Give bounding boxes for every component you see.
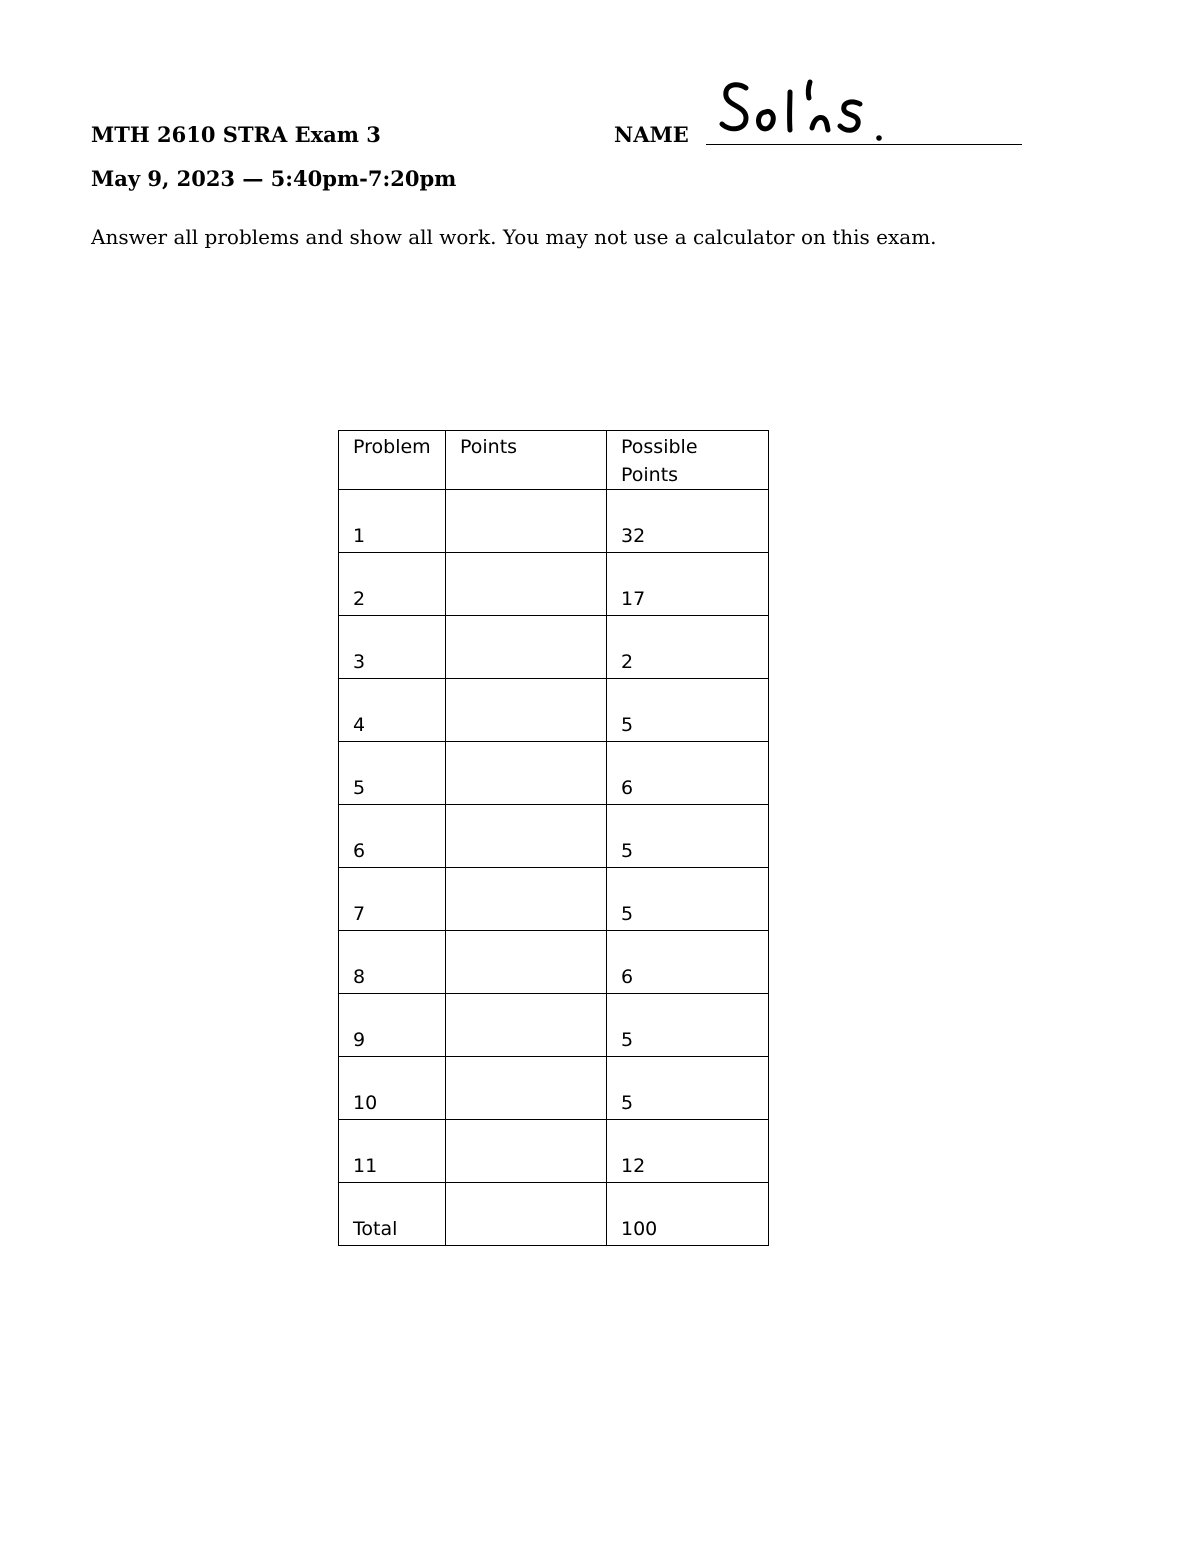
possible-points-cell: 6 (607, 931, 769, 994)
points-cell (446, 805, 607, 868)
possible-points-cell: 12 (607, 1120, 769, 1183)
possible-points-cell: 6 (607, 742, 769, 805)
problem-column-header: Problem (339, 431, 446, 490)
problem-number-cell: 3 (339, 616, 446, 679)
problem-number-cell: 5 (339, 742, 446, 805)
problem-number-cell: 9 (339, 994, 446, 1057)
exam-instructions: Answer all problems and show all work. You may not use a calculator on this exam. (91, 225, 937, 249)
points-cell (446, 742, 607, 805)
points-cell (446, 994, 607, 1057)
possible-points-cell: 17 (607, 553, 769, 616)
possible-points-cell: 5 (607, 679, 769, 742)
possible-points-column-header: Possible Points (607, 431, 769, 490)
points-cell (446, 1057, 607, 1120)
points-cell (446, 490, 607, 553)
possible-points-cell: 2 (607, 616, 769, 679)
points-cell (446, 1120, 607, 1183)
table-row (339, 1120, 769, 1183)
points-cell (446, 679, 607, 742)
name-label: NAME (614, 122, 689, 147)
points-cell (446, 931, 607, 994)
total-label-cell: Total (339, 1183, 446, 1246)
score-table-header-row (339, 431, 769, 490)
problem-number-cell: 4 (339, 679, 446, 742)
problem-number-cell: 2 (339, 553, 446, 616)
total-possible-points-cell: 100 (607, 1183, 769, 1246)
problem-number-cell: 1 (339, 490, 446, 553)
points-cell (446, 868, 607, 931)
table-row (339, 616, 769, 679)
exam-date: May 9, 2023 — 5:40pm-7:20pm (91, 166, 457, 191)
possible-points-cell: 5 (607, 868, 769, 931)
score-table (338, 430, 769, 1246)
table-row (339, 553, 769, 616)
total-row (339, 1183, 769, 1246)
problem-number-cell: 10 (339, 1057, 446, 1120)
table-row (339, 868, 769, 931)
possible-points-cell: 5 (607, 994, 769, 1057)
problem-number-cell: 11 (339, 1120, 446, 1183)
total-points-cell (446, 1183, 607, 1246)
possible-points-cell: 5 (607, 805, 769, 868)
table-row (339, 931, 769, 994)
table-row (339, 679, 769, 742)
course-title: MTH 2610 STRA Exam 3 (91, 122, 381, 147)
points-column-header: Points (446, 431, 607, 490)
table-row (339, 994, 769, 1057)
table-row (339, 805, 769, 868)
table-row (339, 1057, 769, 1120)
table-row (339, 742, 769, 805)
handwritten-signature (712, 72, 892, 152)
possible-points-cell: 32 (607, 490, 769, 553)
table-row (339, 490, 769, 553)
possible-points-cell: 5 (607, 1057, 769, 1120)
points-cell (446, 553, 607, 616)
problem-number-cell: 6 (339, 805, 446, 868)
problem-number-cell: 8 (339, 931, 446, 994)
points-cell (446, 616, 607, 679)
problem-number-cell: 7 (339, 868, 446, 931)
